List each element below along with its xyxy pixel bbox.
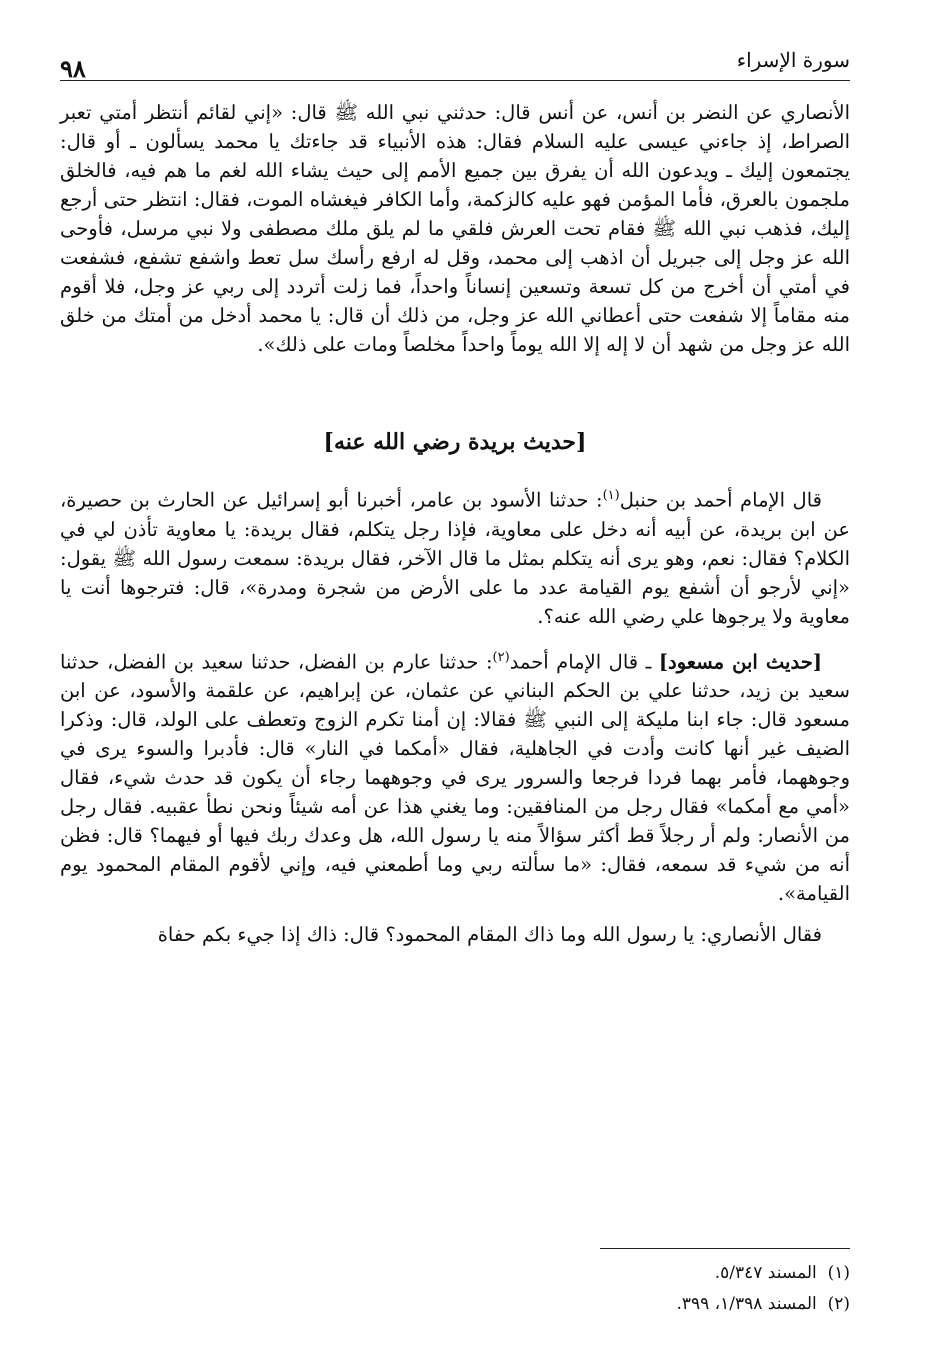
footnote-number: (١) (827, 1263, 850, 1283)
footnote-number: (٢) (827, 1294, 850, 1314)
hadith-label: [حديث ابن مسعود] (658, 650, 822, 673)
paragraph-text: قال الإمام أحمد بن حنبل (619, 488, 822, 512)
footnote-marker-2: (٢) (492, 649, 510, 665)
book-page (60, 40, 850, 1340)
paragraph-text: : حدثنا الأسود بن عامر، أخبرنا أبو إسرائيل عن الحارث بن حصيرة، عن ابن بريدة، عن أبيه أنه دخل على معاوية، فإذا رجل يتكلم، فقال بريدة: يا معاوية تأذن لي في الكلام؟ فقال: نعم، وهو يرى أنه يتكلم بمثل ما قال الآخر، فقال بريدة: سمعت رسول الله ﷺ يقول: «إني لأرجو أن أشفع يوم القيامة عدد ما على الأرض من شجرة ومدرة»، قال: فترجوها أنت يا معاوية ولا يرجوها علي رضي الله عنه؟. (60, 488, 850, 628)
paragraph-buraydah (60, 481, 850, 631)
header-rule (60, 80, 850, 81)
footnote-rule (600, 1248, 850, 1249)
paragraph-continuation: الأنصاري عن النضر بن أنس، عن أنس قال: حدثني نبي الله ﷺ قال: «إني لقائم أنتظر أمتي تعبر الصراط، إذ جاءني عيسى عليه السلام فقال: هذه الأنبياء قد جاءتك يا محمد يسألون ـ أو قال: يجتمعون إليك ـ ويدعون الله أن يفرق بين جميع الأمم إلى حيث يشاء الله لغم ما هم فيه، فالخلق ملجمون بالعرق، فأما المؤمن فهو عليه كالزكمة، وأما الكافر فيغشاه الموت، فقال: انتظر حتى أرجع إليك، فذهب نبي الله ﷺ فقام تحت العرش فلقي ما لم يلق ملك مصطفى ولا نبي مرسل، فأوحى الله عز وجل إلى جبريل أن اذهب إلى محمد، وقل له ارفع رأسك سل تعط واشفع تشفع، فشفعت في أمتي أن أخرج من كل تسعة وتسعين إنساناً واحداً، فما زلت أتردد إلى ربي عز وجل، فلا أقوم منه مقاماً إلا شفعت حتى أعطاني الله عز وجل، من ذلك أن قال: يا محمد أدخل من أمتك من خلق الله عز وجل من شهد أن لا إله إلا الله يوماً واحداً مخلصاً ومات على ذلك». (60, 101, 851, 356)
surah-name: سورة الإسراء (736, 48, 850, 72)
footnote-2 (676, 1289, 850, 1320)
page-body (60, 98, 850, 949)
paragraph-text: : حدثنا عارم بن الفضل، حدثنا سعيد بن الفضل، حدثنا سعيد بن زيد، حدثنا علي بن الحكم البناني عن عثمان، عن إبراهيم، عن علقمة والأسود، عن ابن مسعود قال: جاء ابنا مليكة إلى النبي ﷺ فقالا: إن أمنا تكرم الزوج وتعطف على الولد، قال: وذكرا الضيف غير أنها كانت وأدت في الجاهلية، فقال «أمكما في النار» قال: فأدبرا والسوء يرى في وجوههما، فأمر بهما فردا فرجعا والسرور يرى في وجوههما رجاء أن يكون قد حدث شيء، فقال «أمي مع أمكما» فقال رجل من المنافقين: وما يغني هذا عن أمه شيئاً ونحن نطأ عقبيه. فقال رجل من الأنصار: ولم أر رجلاً قط أكثر سؤالاً منه يا رسول الله، هل وعدك ربك فيها أو فيهما؟ قال: فظن أنه من شيء قد سمعه، فقال: «ما سألته ربي وما أطمعني فيه، وإني لأقوم المقام المحمود يوم القيامة». (60, 650, 850, 905)
paragraph-text: ـ قال الإمام أحمد (509, 650, 659, 673)
footnote-text: المسند ١/٣٩٨، ٣٩٩. (676, 1294, 817, 1314)
footnote-1 (676, 1258, 850, 1289)
page-header (60, 40, 850, 83)
paragraph-ibn-masud (60, 643, 850, 909)
section-title: [حديث بريدة رضي الله عنه] (323, 429, 587, 455)
footnote-text: المسند ٥/٣٤٧. (714, 1263, 817, 1283)
paragraph-ansari: فقال الأنصاري: يا رسول الله وما ذاك المقام المحمود؟ قال: ذاك إذا جيء بكم حفاة (157, 923, 822, 946)
page-number: ٩٨ (60, 54, 86, 83)
footnote-marker-1: (١) (602, 488, 620, 503)
footnotes (676, 1258, 850, 1320)
